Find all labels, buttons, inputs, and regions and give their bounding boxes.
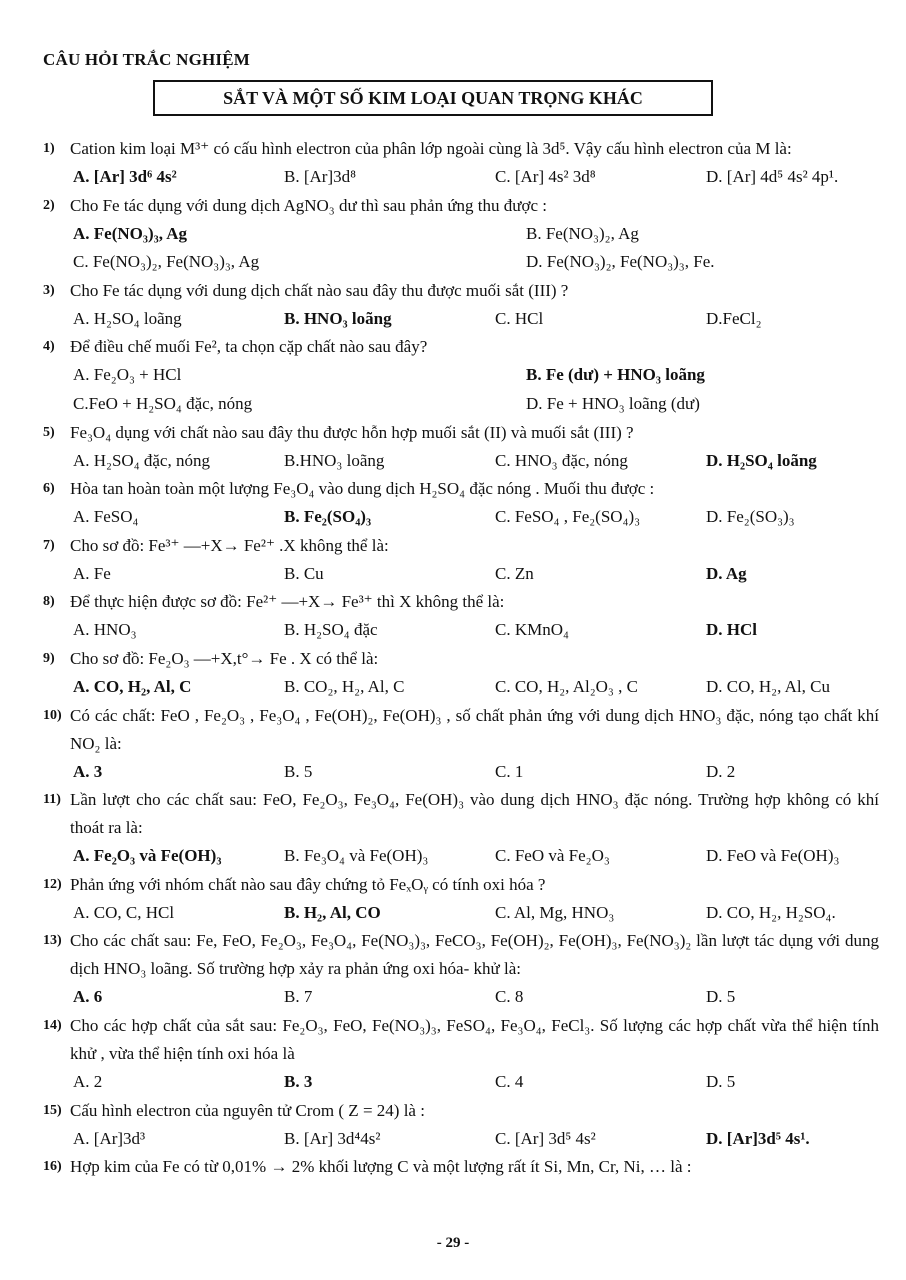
answer-option: B. Fe₃O₄ và Fe(OH)₃	[284, 846, 429, 866]
question	[43, 1097, 879, 1154]
answer-options-row	[43, 616, 879, 645]
answer-option: A. H₂SO₄ loãng	[73, 308, 182, 328]
answer-option: A. Fe(NO₃)₃, Ag	[73, 223, 188, 243]
question-number: 14)	[43, 1017, 62, 1033]
answer-options-row	[43, 361, 879, 390]
question-stem	[43, 475, 879, 503]
answer-option: A. [Ar] 3d⁶ 4s²	[73, 167, 177, 186]
answer-option: B. 5	[284, 761, 313, 781]
question	[43, 702, 879, 787]
answer-options-row	[43, 758, 879, 787]
answer-option: C. [Ar] 3d⁵ 4s²	[495, 1128, 596, 1148]
answer-options-row	[43, 503, 879, 532]
question	[43, 475, 879, 532]
question-text: Có các chất: FeO , Fe₂O₃ , Fe₃O₄ , Fe(OH)₂, Fe(OH)₃ , số chất phản ứng với dung dịch HNO₃ đặc, nóng tạo chất khí NO₂ là:	[70, 705, 879, 753]
answer-option: C. FeSO₄ , Fe₂(SO₄)₃	[495, 507, 641, 527]
answer-option: C.FeO + H₂SO₄ đặc, nóng	[73, 393, 253, 413]
answer-option: B. Fe (dư) + HNO₃ loãng	[526, 365, 705, 385]
question-stem	[43, 702, 879, 758]
answer-option: B. 7	[284, 987, 313, 1007]
question-text: Cho Fe tác dụng với dung dịch chất nào sau đây thu được muối sắt (III) ?	[70, 280, 569, 300]
answer-option: D.FeCl₂	[706, 308, 762, 328]
answer-option: C. 8	[495, 987, 524, 1007]
question-stem	[43, 927, 879, 983]
answer-options-row	[43, 163, 879, 192]
question-text: Hợp kim của Fe có từ 0,01% → 2% khối lượng C và một lượng rất ít Si, Mn, Cr, Ni, … là :	[70, 1157, 692, 1177]
question-stem	[43, 419, 879, 447]
question-text: Hòa tan hoàn toàn một lượng Fe₃O₄ vào dung dịch H₂SO₄ đặc nóng . Muối thu được :	[70, 479, 655, 499]
question-stem	[43, 1012, 879, 1068]
answer-option: C. HNO₃ đặc, nóng	[495, 450, 628, 470]
question-list	[43, 135, 879, 1181]
answer-option: B. Fe(NO₃)₂, Ag	[526, 223, 639, 243]
question-number: 15)	[43, 1102, 62, 1118]
answer-options-row	[43, 673, 879, 702]
question	[43, 871, 879, 928]
answer-option: A. 6	[73, 987, 103, 1007]
question-number: 7)	[43, 537, 55, 553]
answer-option: C. Al, Mg, HNO₃	[495, 902, 615, 922]
question-stem	[43, 1153, 879, 1181]
answer-option: D. Fe + HNO₃ loãng (dư)	[526, 393, 700, 413]
answer-options-row	[43, 1125, 879, 1154]
question-stem	[43, 1097, 879, 1125]
answer-option: C. Zn	[495, 563, 534, 583]
question-number: 10)	[43, 707, 62, 723]
question-number: 13)	[43, 933, 62, 949]
answer-option: A. CO, H₂, Al, C	[73, 676, 192, 696]
question-number: 3)	[43, 282, 55, 298]
question	[43, 135, 879, 192]
question-stem	[43, 786, 879, 842]
page-number: - 29 -	[436, 1235, 470, 1251]
answer-option: D. 2	[706, 761, 736, 781]
question-text: Cho sơ đồ: Fe₂O₃ —+X,t°→ Fe . X có thể là:	[70, 648, 379, 668]
answer-options-row	[43, 983, 879, 1012]
question-text: Cho các hợp chất của sắt sau: Fe₂O₃, FeO, Fe(NO₃)₃, FeSO₄, Fe₃O₄, FeCl₃. Số lượng các hợp chất vừa thể hiện tính khử , vừa thể hiện tính oxi hóa là	[70, 1015, 879, 1063]
answer-option: B. CO₂, H₂, Al, C	[284, 676, 405, 696]
answer-option: B. HNO₃ loãng	[284, 308, 392, 328]
answer-option: B. Fe₂(SO₄)₃	[284, 507, 372, 527]
question-number: 9)	[43, 650, 55, 666]
answer-option: D. Fe(NO₃)₂, Fe(NO₃)₃, Fe.	[526, 252, 715, 272]
question-stem	[43, 277, 879, 305]
question	[43, 277, 879, 334]
answer-option: D. [Ar]3d⁵ 4s¹.	[706, 1128, 810, 1148]
answer-option: A. HNO₃	[73, 620, 137, 640]
question	[43, 927, 879, 1012]
question-number: 16)	[43, 1159, 62, 1175]
question	[43, 333, 879, 418]
answer-option: A. 2	[73, 1071, 103, 1091]
question	[43, 1153, 879, 1181]
question-stem	[43, 192, 879, 220]
answer-options-row	[43, 220, 879, 249]
answer-options-row	[43, 842, 879, 871]
answer-option: A. CO, C, HCl	[73, 902, 175, 922]
answer-option: B. [Ar]3d⁸	[284, 167, 357, 186]
question-number: 6)	[43, 481, 55, 497]
answer-options-row	[43, 1068, 879, 1097]
answer-option: A. Fe₂O₃ + HCl	[73, 365, 182, 385]
question-text: Lần lượt cho các chất sau: FeO, Fe₂O₃, Fe₃O₄, Fe(OH)₃ vào dung dịch HNO₃ đặc nóng. Trường hợp không có khí thoát ra là:	[70, 790, 879, 838]
question-stem	[43, 333, 879, 361]
answer-option: C. [Ar] 4s² 3d⁸	[495, 167, 596, 186]
question	[43, 786, 879, 871]
question-stem	[43, 135, 879, 163]
answer-option: B. H₂, Al, CO	[284, 902, 381, 922]
question-text: Cấu hình electron của nguyên tử Crom ( Z = 24) là :	[70, 1100, 425, 1120]
answer-options-row	[43, 248, 879, 277]
chapter-title-box: SẮT VÀ MỘT SỐ KIM LOẠI QUAN TRỌNG KHÁC	[153, 80, 713, 116]
answer-option: C. KMnO₄	[495, 620, 569, 640]
question-number: 5)	[43, 424, 55, 440]
answer-options-row	[43, 447, 879, 476]
answer-option: A. H₂SO₄ đặc, nóng	[73, 450, 210, 470]
answer-options-row	[43, 305, 879, 334]
question-text: Cation kim loại M³⁺ có cấu hình electron của phân lớp ngoài cùng là 3d⁵. Vậy cấu hình electron của M là:	[70, 139, 792, 158]
question-number: 11)	[43, 792, 61, 808]
question-number: 2)	[43, 197, 55, 213]
question-stem	[43, 588, 879, 616]
answer-options-row	[43, 390, 879, 419]
answer-option: C. 1	[495, 761, 524, 781]
question	[43, 192, 879, 277]
question-stem	[43, 871, 879, 899]
answer-option: C. 4	[495, 1071, 524, 1091]
question-text: Cho các chất sau: Fe, FeO, Fe₂O₃, Fe₃O₄, Fe(NO₃)₃, FeCO₃, Fe(OH)₂, Fe(OH)₃, Fe(NO₃)₂ lần lượt tác dụng với dung dịch HNO₃ loãng. Số trường hợp xảy ra phản ứng oxi hóa- khử là:	[70, 931, 879, 979]
answer-option: C. FeO và Fe₂O₃	[495, 846, 610, 866]
question-number: 12)	[43, 876, 62, 892]
answer-option: D. 5	[706, 987, 736, 1007]
answer-option: D. Ag	[706, 563, 747, 583]
answer-option: D. Fe₂(SO₃)₃	[706, 507, 795, 527]
answer-options-row	[43, 899, 879, 928]
question-text: Cho Fe tác dụng với dung dịch AgNO₃ dư thì sau phản ứng thu được :	[70, 195, 547, 215]
answer-option: A. Fe	[73, 563, 111, 583]
question	[43, 419, 879, 476]
answer-option: A. FeSO₄	[73, 507, 139, 527]
answer-option: D. FeO và Fe(OH)₃	[706, 846, 840, 866]
question-stem	[43, 532, 879, 560]
question-number: 4)	[43, 339, 55, 355]
question	[43, 1012, 879, 1097]
answer-option: D. CO, H₂, Al, Cu	[706, 676, 830, 696]
question	[43, 532, 879, 589]
answer-option: B. 3	[284, 1071, 313, 1091]
answer-option: B. Cu	[284, 563, 324, 583]
section-heading: CÂU HỎI TRẮC NGHIỆM	[43, 50, 251, 69]
answer-option: C. HCl	[495, 308, 544, 328]
question	[43, 645, 879, 702]
answer-option: D. [Ar] 4d⁵ 4s² 4p¹.	[706, 167, 839, 186]
answer-option: A. Fe₂O₃ và Fe(OH)₃	[73, 846, 222, 866]
answer-option: B.HNO₃ loãng	[284, 450, 385, 470]
answer-option: A. [Ar]3d³	[73, 1128, 146, 1148]
question-text: Để điều chế muối Fe², ta chọn cặp chất nào sau đây?	[70, 337, 428, 357]
answer-option: D. H₂SO₄ loãng	[706, 450, 817, 470]
question-text: Phản ứng với nhóm chất nào sau đây chứng tỏ FeₓOᵧ có tính oxi hóa ?	[70, 874, 546, 894]
question-text: Để thực hiện được sơ đồ: Fe²⁺ —+X→ Fe³⁺ thì X không thể là:	[70, 592, 505, 612]
question	[43, 588, 879, 645]
answer-option: B. H₂SO₄ đặc	[284, 620, 378, 640]
question-text: Cho sơ đồ: Fe³⁺ —+X→ Fe²⁺ .X không thể là:	[70, 535, 389, 555]
question-stem	[43, 645, 879, 673]
answer-option: B. [Ar] 3d⁴4s²	[284, 1128, 381, 1148]
question-text: Fe₃O₄ dụng với chất nào sau đây thu được hỗn hợp muối sắt (II) và muối sắt (III) ?	[70, 422, 634, 442]
question-number: 1)	[43, 141, 55, 156]
answer-option: C. Fe(NO₃)₂, Fe(NO₃)₃, Ag	[73, 252, 260, 272]
answer-option: D. HCl	[706, 620, 757, 640]
answer-option: D. CO, H₂, H₂SO₄.	[706, 902, 836, 922]
answer-option: A. 3	[73, 761, 103, 781]
answer-option: C. CO, H₂, Al₂O₃ , C	[495, 676, 638, 696]
answer-options-row	[43, 560, 879, 589]
answer-option: D. 5	[706, 1071, 736, 1091]
question-number: 8)	[43, 594, 55, 610]
